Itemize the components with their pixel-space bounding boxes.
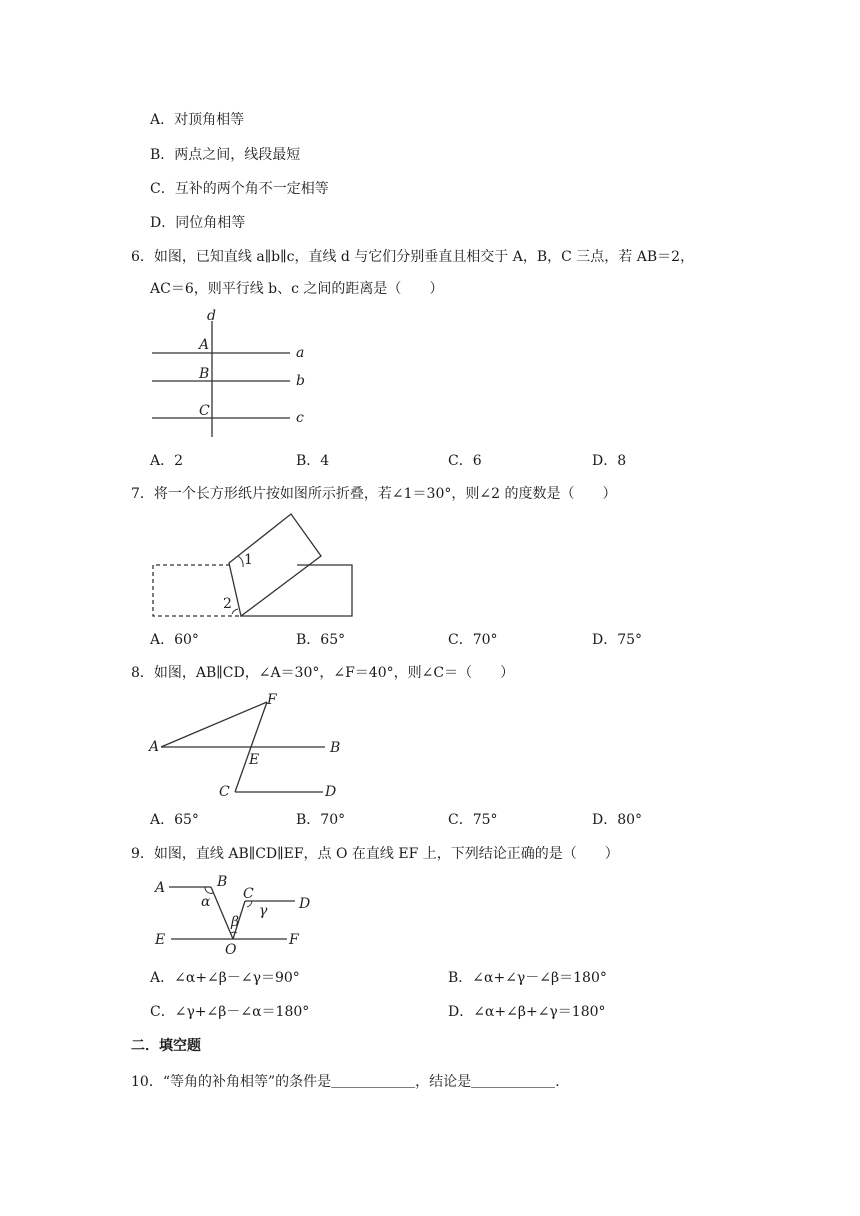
- label-B: B: [330, 740, 341, 756]
- q7-stem: 7．将一个长方形纸片按如图所示折叠，若∠1＝30°，则∠2 的度数是（ ）: [131, 486, 617, 502]
- q9-figure: [145, 872, 325, 958]
- label-E: E: [155, 932, 166, 948]
- label-d: d: [207, 308, 216, 324]
- q7-figure: [145, 510, 365, 622]
- q5-option-b: B．两点之间，线段最短: [150, 147, 301, 163]
- label-F: F: [289, 932, 299, 948]
- label-F: F: [267, 692, 277, 708]
- beta-arc: [231, 932, 237, 933]
- label-c: c: [296, 410, 304, 426]
- label-a: a: [296, 345, 305, 361]
- label-E: E: [249, 752, 260, 768]
- q8-option-d: D．80°: [592, 812, 643, 828]
- label-angle-2: 2: [223, 596, 232, 612]
- q5-option-a: A．对顶角相等: [150, 112, 245, 128]
- angle-2-arc: [232, 609, 238, 614]
- label-D: D: [325, 784, 337, 800]
- q6-option-a: A．2: [150, 453, 184, 469]
- label-gamma: γ: [259, 903, 268, 919]
- label-B: B: [199, 366, 210, 382]
- label-C: C: [243, 886, 254, 902]
- segment-AF: [161, 702, 267, 747]
- q6-option-d: D．8: [592, 453, 627, 469]
- q5-option-c: C．互补的两个角不一定相等: [150, 181, 329, 197]
- q8-option-a: A．65°: [150, 812, 199, 828]
- label-A: A: [199, 337, 210, 353]
- q8-figure: [145, 692, 355, 802]
- q7-option-d: D．75°: [592, 632, 643, 648]
- q7-option-a: A．60°: [150, 632, 199, 648]
- q6-stem-line2: AC＝6，则平行线 b、c 之间的距离是（ ）: [150, 281, 444, 297]
- q5-option-d: D．同位角相等: [150, 215, 246, 231]
- label-beta: β: [231, 914, 240, 930]
- q9-stem: 9．如图，直线 AB∥CD∥EF，点 O 在直线 EF 上，下列结论正确的是（ ）: [131, 846, 619, 862]
- q6-option-c: C．6: [448, 453, 482, 469]
- q7-rectangle: [241, 565, 352, 616]
- q8-stem: 8．如图，AB∥CD，∠A＝30°，∠F＝40°，则∠C＝（ ）: [131, 665, 515, 681]
- section-title-fill-in: 二．填空题: [131, 1038, 201, 1054]
- label-D: D: [299, 896, 311, 912]
- label-alpha: α: [201, 894, 211, 910]
- q7-option-c: C．70°: [448, 632, 498, 648]
- label-angle-1: 1: [244, 552, 253, 568]
- q9-option-b: B．∠α+∠γ－∠β＝180°: [448, 970, 607, 986]
- label-A: A: [155, 880, 166, 896]
- q6-stem-line1: 6．如图，已知直线 a∥b∥c，直线 d 与它们分别垂直且相交于 A，B，C 三点，若 AB＝2，: [131, 249, 695, 265]
- q10-stem: 10．“等角的补角相等”的条件是＿＿＿＿＿＿，结论是＿＿＿＿＿＿.: [131, 1074, 560, 1090]
- q8-option-c: C．75°: [448, 812, 498, 828]
- angle-1-arc: [238, 556, 243, 567]
- segment-BO: [211, 887, 233, 939]
- label-C: C: [219, 784, 230, 800]
- label-b: b: [296, 373, 305, 389]
- q9-option-a: A．∠α+∠β－∠γ＝90°: [150, 970, 300, 986]
- q7-option-b: B．65°: [296, 632, 346, 648]
- q9-option-c: C．∠γ+∠β－∠α＝180°: [150, 1004, 310, 1020]
- q6-figure: [145, 305, 345, 445]
- q6-option-b: B．4: [296, 453, 330, 469]
- label-B: B: [217, 874, 228, 890]
- label-A: A: [149, 739, 160, 755]
- label-C: C: [199, 403, 210, 419]
- q8-option-b: B．70°: [296, 812, 346, 828]
- label-O: O: [225, 942, 237, 958]
- q9-option-d: D．∠α+∠β+∠γ＝180°: [448, 1004, 606, 1020]
